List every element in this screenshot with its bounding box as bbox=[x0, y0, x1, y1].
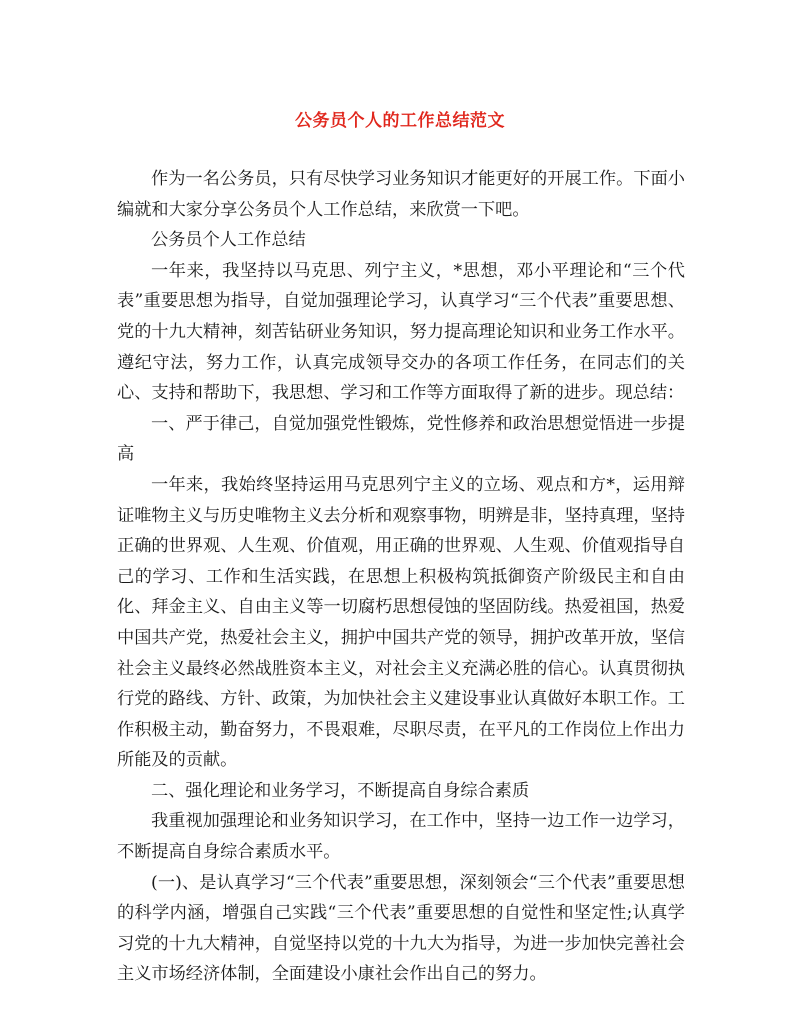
body-paragraph: 一年来，我坚持以马克思、列宁主义，*思想，邓小平理论和“三个代表”重要思想为指导，自觉加强理论学习，认真学习“三个代表”重要思想、党的十九大精神，刻苦钻研业务知识，努力提高理论知识和业务工作水平。遵纪守法，努力工作，认真完成领导交办的各项工作任务，在同志们的关心、支持和帮助下，我思想、学习和工作等方面取得了新的进步。现总结： bbox=[117, 260, 685, 404]
section-heading: 公务员个人工作总结 bbox=[151, 230, 306, 251]
page-title: 公务员个人的工作总结范文 bbox=[295, 111, 505, 131]
body-paragraph: (一)、是认真学习“三个代表”重要思想，深刻领会“三个代表”重要思想的科学内涵，增强自己实践“三个代表”重要思想的自觉性和坚定性;认真学习党的十九大精神，自觉坚持以党的十九大为指导，为进一步加快完善社会主义市场经济体制，全面建设小康社会作出自己的努力。 bbox=[117, 872, 685, 985]
subsection-heading: 二、强化理论和业务学习，不断提高自身综合素质 bbox=[151, 780, 530, 801]
subsection-heading: 一、严于律己，自觉加强党性锻炼，党性修养和政治思想觉悟进一步提高 bbox=[117, 413, 685, 465]
body-paragraph: 我重视加强理论和业务知识学习，在工作中，坚持一边工作一边学习，不断提高自身综合素质水平。 bbox=[117, 811, 685, 863]
body-paragraph: 一年来，我始终坚持运用马克思列宁主义的立场、观点和方*，运用辩证唯物主义与历史唯物主义去分析和观察事物，明辨是非，坚持真理，坚持正确的世界观、人生观、价值观，用正确的世界观、人生观、价值观指导自己的学习、工作和生活实践，在思想上积极构筑抵御资产阶级民主和自由化、拜金主义、自由主义等一切腐朽思想侵蚀的坚固防线。热爱祖国，热爱中国共产党，热爱社会主义，拥护中国共产党的领导，拥护改革开放，坚信社会主义最终必然战胜资本主义，对社会主义充满必胜的信心。认真贯彻执行党的路线、方针、政策，为加快社会主义建设事业认真做好本职工作。工作积极主动，勤奋努力，不畏艰难，尽职尽责，在平凡的工作岗位上作出力所能及的贡献。 bbox=[117, 474, 685, 771]
intro-paragraph: 作为一名公务员，只有尽快学习业务知识才能更好的开展工作。下面小编就和大家分享公务员个人工作总结，来欣赏一下吧。 bbox=[117, 169, 685, 220]
document-body bbox=[117, 164, 685, 990]
